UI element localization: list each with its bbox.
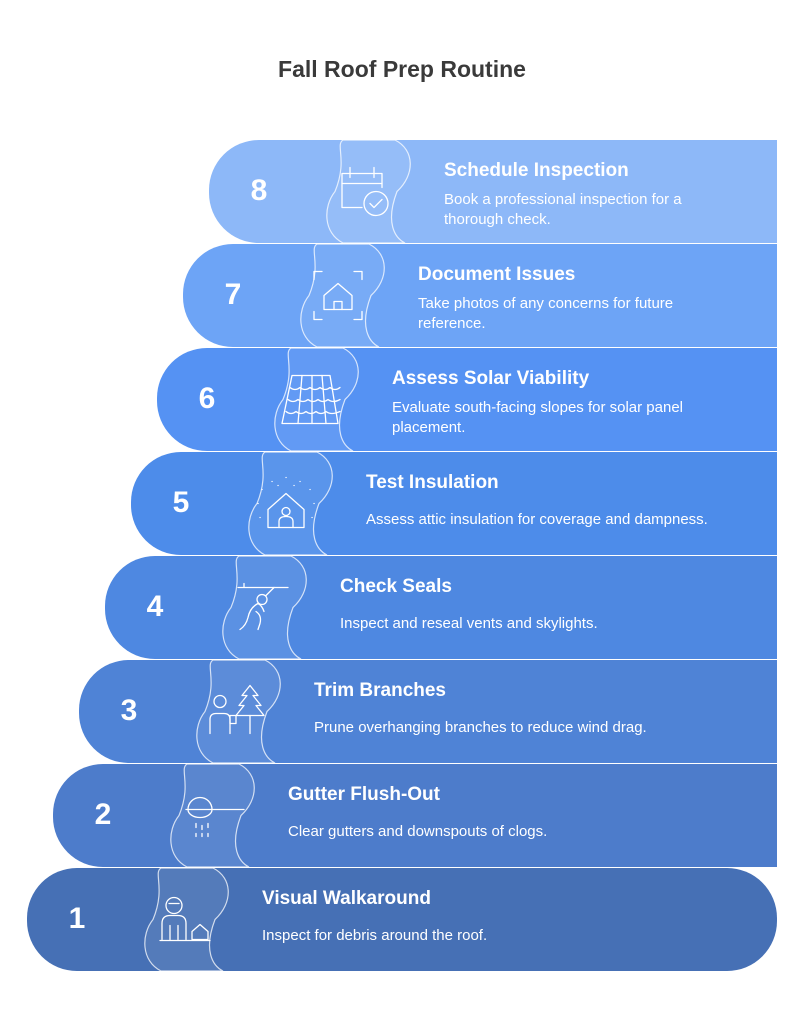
step-title: Document Issues — [418, 264, 576, 285]
step-2 — [53, 764, 777, 867]
step-title: Check Seals — [340, 576, 452, 597]
step-description: Book a professional inspection for a thorough check. — [444, 191, 682, 228]
step-4 — [105, 556, 777, 659]
step-title: Assess Solar Viability — [392, 368, 590, 389]
step-title: Trim Branches — [314, 680, 446, 701]
step-title: Gutter Flush-Out — [288, 784, 440, 805]
step-description: Clear gutters and downspouts of clogs. — [288, 823, 548, 840]
step-description: Inspect for debris around the roof. — [262, 927, 488, 944]
step-description: Take photos of any concerns for future reference. — [418, 295, 674, 332]
step-bar-1 — [27, 868, 777, 971]
step-title: Test Insulation — [366, 472, 499, 493]
step-bar-5 — [131, 452, 777, 555]
step-description: Assess attic insulation for coverage and dampness. — [366, 511, 708, 528]
step-number: 7 — [224, 277, 242, 311]
step-number: 2 — [94, 797, 112, 831]
step-number: 8 — [250, 173, 268, 207]
step-number: 1 — [68, 901, 86, 935]
step-bar-4 — [105, 556, 777, 659]
step-number: 6 — [198, 381, 216, 415]
step-number: 3 — [120, 693, 138, 727]
step-number: 5 — [172, 485, 190, 519]
step-description: Evaluate south-facing slopes for solar panel placement. — [392, 399, 684, 436]
step-bar-2 — [53, 764, 777, 867]
step-1 — [27, 868, 777, 971]
step-5 — [131, 452, 777, 555]
step-number: 4 — [146, 589, 164, 623]
step-bar-3 — [79, 660, 777, 763]
page-title: Fall Roof Prep Routine — [278, 56, 526, 82]
step-3 — [79, 660, 777, 763]
step-title: Visual Walkaround — [262, 888, 431, 909]
step-title: Schedule Inspection — [444, 160, 629, 181]
step-description: Inspect and reseal vents and skylights. — [340, 615, 598, 632]
step-description: Prune overhanging branches to reduce wind drag. — [314, 719, 647, 736]
